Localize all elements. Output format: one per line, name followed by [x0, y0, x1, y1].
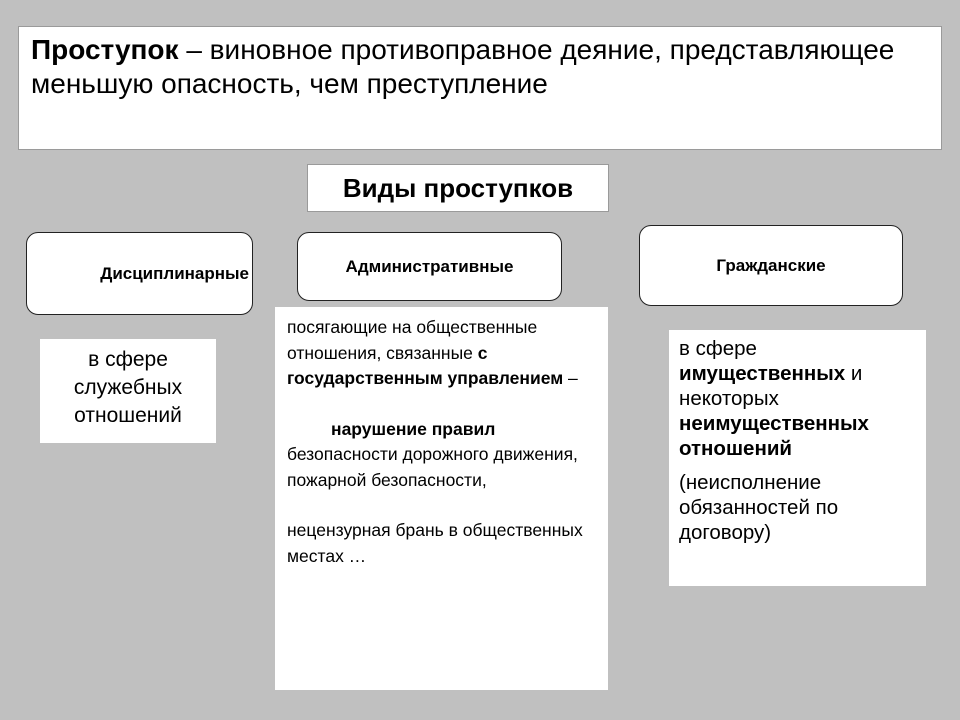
administrative-description [275, 307, 608, 690]
administrative-desc-part2-text: безопасности дорожного движения, [287, 444, 578, 464]
adm-text-c: – [563, 368, 578, 388]
civil-description [669, 330, 926, 586]
definition-box [18, 26, 942, 150]
civil-desc-part2: (неисполнение обязанностей по договору) [679, 471, 839, 544]
adm-text-b: с государственным управлением [287, 342, 564, 388]
types-title: Виды проступков [307, 164, 609, 212]
administrative-box [297, 232, 562, 301]
administrative-desc-part3: нецензурная брань в общественных местах … [287, 520, 583, 566]
adm-text-a: посягающие на общественные отношения, связанные [287, 317, 538, 363]
civil-box [639, 225, 903, 306]
administrative-desc-part2-text2: пожарной безопасности, [287, 469, 487, 490]
civil-label: Гражданские [716, 255, 826, 275]
administrative-desc-part2-title [287, 417, 596, 443]
disciplinary-box [26, 232, 253, 315]
disciplinary-description: в сфере служебных отношений [40, 339, 216, 443]
disciplinary-label: Дисциплинарные [100, 263, 249, 283]
administrative-desc-part1 [287, 315, 596, 392]
definition-text: – виновное противоправное деяние, представляющее меньшую опасность, чем преступление [31, 34, 895, 99]
civil-desc-part1 [679, 336, 916, 461]
civ-text-c: и некоторых [679, 362, 863, 410]
adm-text-d: нарушение правил [331, 418, 496, 439]
administrative-label: Административные [345, 256, 514, 276]
civ-text-b: имущественных [679, 362, 846, 385]
definition-term: Проступок [31, 34, 179, 65]
civ-text-a: в сфере [679, 337, 757, 360]
civ-text-d: неимущественных отношений [679, 412, 869, 460]
